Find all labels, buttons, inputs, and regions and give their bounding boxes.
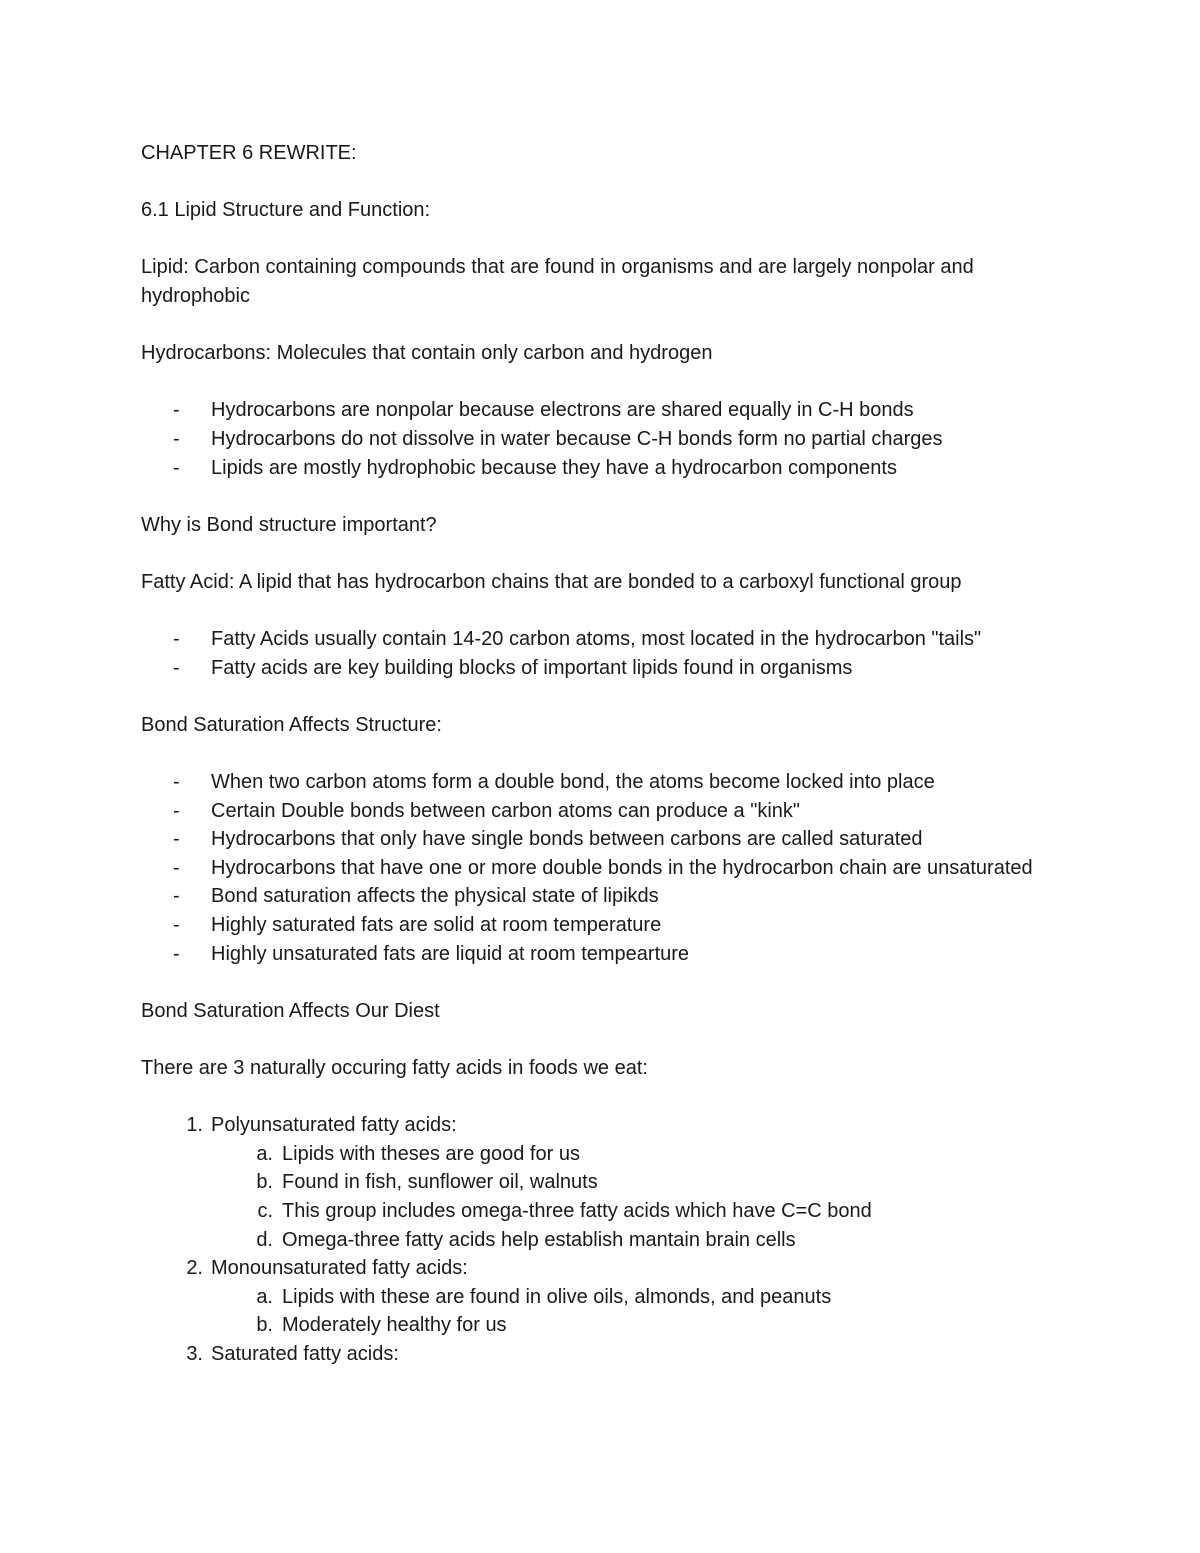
fatty-acid-definition: Fatty Acid: A lipid that has hydrocarbon chains that are bonded to a carboxyl functional group xyxy=(141,570,962,593)
bullet-marker: - xyxy=(173,771,180,794)
list-item xyxy=(141,625,1061,654)
number-marker: 2. xyxy=(186,1257,203,1280)
list-item-text: Hydrocarbons that only have single bonds between carbons are called saturated xyxy=(211,828,923,851)
document-page xyxy=(141,139,1061,1369)
hydrocarbons-definition: Hydrocarbons: Molecules that contain only carbon and hydrogen xyxy=(141,342,713,365)
spacer xyxy=(141,311,1061,340)
number-marker: 1. xyxy=(186,1114,203,1137)
list-item xyxy=(141,940,1061,969)
letter-marker: d. xyxy=(256,1228,273,1251)
letter-marker: a. xyxy=(256,1285,273,1308)
hydrocarbon-bullet-list xyxy=(141,396,1061,482)
spacer xyxy=(141,968,1061,997)
fatty-acid-types-list xyxy=(141,1111,1061,1368)
list-item-text: Certain Double bonds between carbon atoms can produce a "kink" xyxy=(211,799,800,822)
list-item-text: Highly unsaturated fats are liquid at room tempearture xyxy=(211,942,690,965)
numbered-item-row xyxy=(186,1254,1061,1283)
list-item-text: Lipids are mostly hydrophobic because they have a hydrocarbon components xyxy=(211,456,897,479)
list-item xyxy=(141,425,1061,454)
bullet-marker: - xyxy=(173,828,180,851)
bullet-marker: - xyxy=(173,856,180,879)
sub-list-item-text: This group includes omega-three fatty acids which have C=C bond xyxy=(282,1199,872,1222)
spacer xyxy=(141,597,1061,626)
saturation-diet-heading: Bond Saturation Affects Our Diest xyxy=(141,999,440,1022)
bullet-marker: - xyxy=(173,399,180,422)
fatty-acids-intro: There are 3 naturally occuring fatty acids in foods we eat: xyxy=(141,1057,648,1079)
list-item-text: Hydrocarbons are nonpolar because electrons are shared equally in C-H bonds xyxy=(211,399,914,422)
list-item-text: Hydrocarbons that have one or more double bonds in the hydrocarbon chain are unsaturated xyxy=(211,856,1033,879)
fatty-acid-bullet-list xyxy=(141,625,1061,682)
list-item-text: Bond saturation affects the physical state of lipikds xyxy=(211,885,659,908)
sub-list-item-text: Omega-three fatty acids help establish mantain brain cells xyxy=(282,1228,796,1251)
spacer xyxy=(141,1025,1061,1054)
list-item xyxy=(141,882,1061,911)
sub-list xyxy=(211,1140,1061,1254)
bullet-marker: - xyxy=(173,456,180,479)
spacer xyxy=(141,1083,1061,1112)
document-title: CHAPTER 6 REWRITE: xyxy=(141,142,357,164)
list-item xyxy=(141,768,1061,797)
bullet-marker: - xyxy=(173,942,180,965)
spacer xyxy=(141,368,1061,397)
sub-list-item xyxy=(211,1226,1061,1255)
letter-marker: a. xyxy=(256,1142,273,1165)
list-item xyxy=(141,454,1061,483)
sub-list-item-text: Lipids with these are found in olive oils, almonds, and peanuts xyxy=(282,1285,832,1308)
number-marker: 3. xyxy=(186,1342,203,1365)
sub-list-item xyxy=(211,1140,1061,1169)
bullet-marker: - xyxy=(173,656,180,679)
letter-marker: c. xyxy=(257,1199,273,1222)
bullet-marker: - xyxy=(173,628,180,651)
sub-list-item xyxy=(211,1311,1061,1340)
sub-list-item-text: Moderately healthy for us xyxy=(282,1314,507,1337)
numbered-item-row xyxy=(186,1340,1061,1369)
bond-question: Why is Bond structure important? xyxy=(141,513,437,536)
spacer xyxy=(141,682,1061,711)
saturation-structure-heading: Bond Saturation Affects Structure: xyxy=(141,713,442,736)
list-item xyxy=(141,854,1061,883)
spacer xyxy=(141,482,1061,511)
list-item-text: Fatty Acids usually contain 14-20 carbon atoms, most located in the hydrocarbon "tails" xyxy=(211,628,982,651)
bullet-marker: - xyxy=(173,427,180,450)
bullet-marker: - xyxy=(173,914,180,937)
numbered-item-row xyxy=(186,1111,1061,1140)
spacer xyxy=(141,168,1061,197)
list-item xyxy=(141,825,1061,854)
list-item xyxy=(141,797,1061,826)
list-item-text: Hydrocarbons do not dissolve in water because C-H bonds form no partial charges xyxy=(211,427,943,450)
sub-list-item xyxy=(211,1283,1061,1312)
lipid-definition: Lipid: Carbon containing compounds that are found in organisms and are largely nonpolar and hydrophobic xyxy=(141,256,974,307)
numbered-item-label: Monounsaturated fatty acids: xyxy=(211,1257,468,1280)
section-heading: 6.1 Lipid Structure and Function: xyxy=(141,199,431,222)
spacer xyxy=(141,539,1061,568)
list-item-text: Highly saturated fats are solid at room temperature xyxy=(211,914,662,937)
numbered-item xyxy=(141,1340,1061,1369)
list-item xyxy=(141,654,1061,683)
sub-list-item xyxy=(211,1197,1061,1226)
numbered-item xyxy=(141,1111,1061,1254)
sub-list-item xyxy=(211,1168,1061,1197)
sub-list-item-text: Lipids with theses are good for us xyxy=(282,1142,580,1165)
sub-list xyxy=(211,1283,1061,1340)
letter-marker: b. xyxy=(256,1314,273,1337)
list-item xyxy=(141,396,1061,425)
numbered-item-label: Saturated fatty acids: xyxy=(211,1342,399,1365)
bullet-marker: - xyxy=(173,885,180,908)
list-item-text: Fatty acids are key building blocks of important lipids found in organisms xyxy=(211,656,853,679)
spacer xyxy=(141,739,1061,768)
saturation-bullet-list xyxy=(141,768,1061,968)
list-item-text: When two carbon atoms form a double bond, the atoms become locked into place xyxy=(211,771,935,794)
sub-list-item-text: Found in fish, sunflower oil, walnuts xyxy=(282,1171,598,1194)
numbered-item xyxy=(141,1254,1061,1340)
letter-marker: b. xyxy=(256,1171,273,1194)
list-item xyxy=(141,911,1061,940)
bullet-marker: - xyxy=(173,799,180,822)
numbered-item-label: Polyunsaturated fatty acids: xyxy=(211,1114,457,1137)
spacer xyxy=(141,225,1061,254)
